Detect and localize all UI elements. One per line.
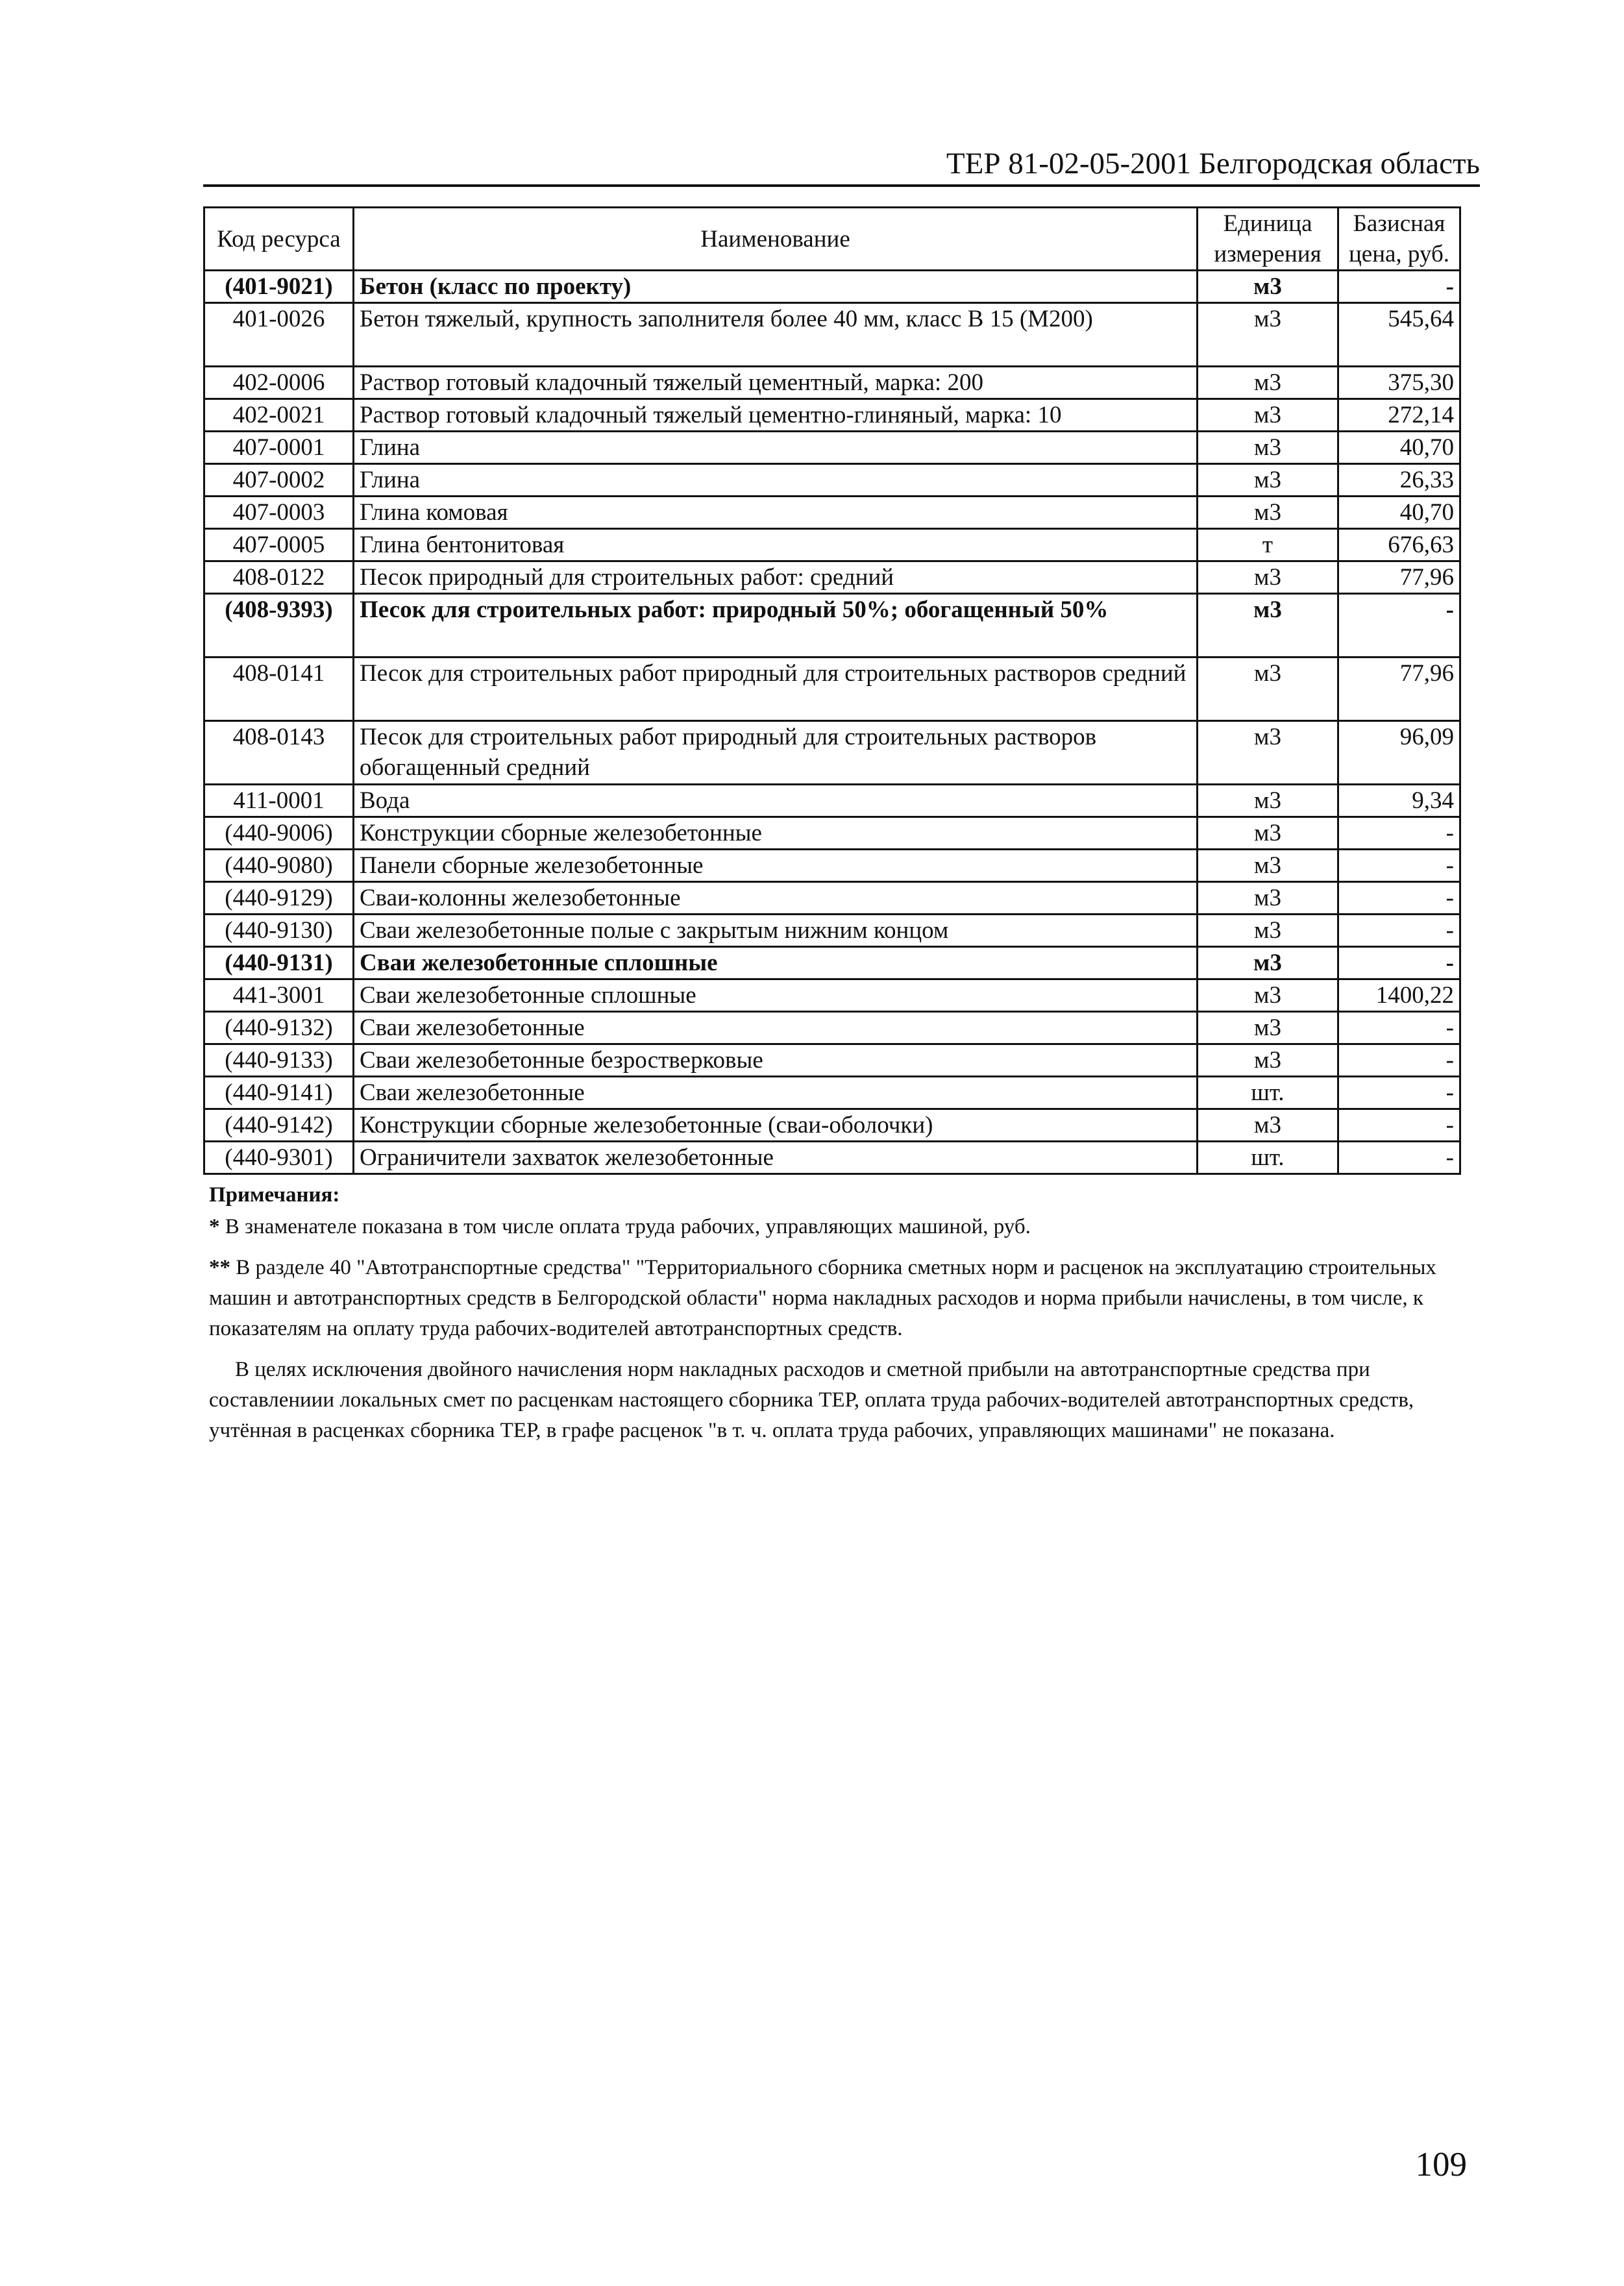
resource-code: 401-0026 [204,303,354,367]
resource-price: - [1338,1077,1460,1109]
resource-unit: м3 [1198,594,1338,658]
resource-price: - [1338,1142,1460,1174]
resource-unit: м3 [1198,1044,1338,1077]
resource-name: Конструкции сборные железобетонные (сваи-оболочки) [354,1109,1198,1142]
resource-unit: м3 [1198,817,1338,850]
col-header-price [1338,208,1460,271]
resource-name: Глина бентонитовая [354,529,1198,561]
resource-name: Песок природный для строительных работ: средний [354,561,1198,594]
note-3: В целях исключения двойного начисления норм накладных расходов и сметной прибыли на автотранспортные средства при составлениии локальных смет по расценкам настоящего сборника ТЕР, оплата труда рабочих-водителей автотранспортных средств, учтённая в расценках сборника ТЕР, в графе расценок "в т. ч. оплата труда рабочих, управляющих машинами" не показана. [209,1358,1414,1442]
table-row [204,658,1460,721]
table-row [204,721,1460,785]
resource-name: Ограничители захваток железобетонные [354,1142,1198,1174]
resource-unit: м3 [1198,915,1338,947]
table-row [204,915,1460,947]
resource-price: - [1338,1012,1460,1044]
resource-name: Бетон (класс по проекту) [354,271,1198,303]
resource-code: (440-9131) [204,947,354,979]
resource-unit: м3 [1198,882,1338,915]
resource-unit: м3 [1198,497,1338,529]
resource-unit: м3 [1198,1012,1338,1044]
table-row [204,594,1460,658]
table-row [204,1142,1460,1174]
resource-price: 545,64 [1338,303,1460,367]
resource-price: - [1338,947,1460,979]
resource-unit: м3 [1198,785,1338,817]
resource-code: (440-9141) [204,1077,354,1109]
table-row [204,1012,1460,1044]
resource-code: (440-9006) [204,817,354,850]
resource-price: 375,30 [1338,367,1460,399]
table-row [204,561,1460,594]
resource-price: 96,09 [1338,721,1460,785]
resource-unit: м3 [1198,721,1338,785]
note-1-mark: * [209,1215,220,1238]
resource-code: 408-0143 [204,721,354,785]
resource-name: Вода [354,785,1198,817]
table-row [204,303,1460,367]
table-row [204,785,1460,817]
resource-code: 407-0003 [204,497,354,529]
table-row [204,882,1460,915]
resource-name: Раствор готовый кладочный тяжелый цементный, марка: 200 [354,367,1198,399]
resource-name: Сваи железобетонные сплошные [354,979,1198,1012]
resource-unit: м3 [1198,979,1338,1012]
notes-section [209,1180,1462,1446]
resource-code: (401-9021) [204,271,354,303]
resource-code: 407-0005 [204,529,354,561]
table-row [204,1044,1460,1077]
resource-name: Глина [354,432,1198,464]
table-row [204,464,1460,497]
col-header-name: Наименование [354,208,1198,271]
resource-code: 411-0001 [204,785,354,817]
resource-price: - [1338,850,1460,882]
resource-code: (440-9130) [204,915,354,947]
col-header-code: Код ресурса [204,208,354,271]
resource-unit: м3 [1198,464,1338,497]
resource-code: (440-9301) [204,1142,354,1174]
table-row [204,1077,1460,1109]
resource-unit: шт. [1198,1077,1338,1109]
resource-price: 1400,22 [1338,979,1460,1012]
resource-code: 407-0002 [204,464,354,497]
resource-name: Бетон тяжелый, крупность заполнителя более 40 мм, класс В 15 (М200) [354,303,1198,367]
resource-price: 272,14 [1338,399,1460,432]
resource-unit: шт. [1198,1142,1338,1174]
resource-price: 77,96 [1338,658,1460,721]
table-row [204,367,1460,399]
col-header-unit-line1: Единица [1223,210,1312,237]
resource-code: (440-9142) [204,1109,354,1142]
table-row [204,979,1460,1012]
table-row [204,850,1460,882]
resource-unit: т [1198,529,1338,561]
resource-unit: м3 [1198,947,1338,979]
resource-unit: м3 [1198,367,1338,399]
resource-name: Конструкции сборные железобетонные [354,817,1198,850]
table-row [204,529,1460,561]
table-header-row [204,208,1460,271]
table-row [204,271,1460,303]
resource-name: Сваи железобетонные безростверковые [354,1044,1198,1077]
resource-unit: м3 [1198,1109,1338,1142]
notes-title: Примечания: [209,1183,340,1207]
resource-code: (408-9393) [204,594,354,658]
table-row [204,432,1460,464]
resource-code: 407-0001 [204,432,354,464]
resource-unit: м3 [1198,432,1338,464]
note-2-text: В разделе 40 "Автотранспортные средства" "Территориального сборника сметных норм и расценок на эксплуатацию строительных машин и автотранспортных средств в Белгородской области" норма накладных расходов и норма прибыли начислены, в том числе, к показателям на оплату труда рабочих-водителей автотранспортных средств. [209,1256,1436,1340]
document-header: ТЕР 81-02-05-2001 Белгородская область [946,147,1480,180]
resource-code: 408-0122 [204,561,354,594]
resource-price: 676,63 [1338,529,1460,561]
resource-name: Глина комовая [354,497,1198,529]
resource-name: Сваи железобетонные [354,1077,1198,1109]
resource-name: Раствор готовый кладочный тяжелый цементно-глиняный, марка: 10 [354,399,1198,432]
resource-name: Сваи железобетонные [354,1012,1198,1044]
resource-unit: м3 [1198,561,1338,594]
resource-code: (440-9129) [204,882,354,915]
resource-code: 441-3001 [204,979,354,1012]
note-1 [209,1212,1462,1242]
resource-price: 40,70 [1338,432,1460,464]
resource-code: (440-9133) [204,1044,354,1077]
resource-price: 9,34 [1338,785,1460,817]
resource-price: 77,96 [1338,561,1460,594]
resource-price: 40,70 [1338,497,1460,529]
resource-price: - [1338,817,1460,850]
table-row [204,399,1460,432]
resource-unit: м3 [1198,399,1338,432]
resource-price: - [1338,1044,1460,1077]
resource-name: Сваи-колонны железобетонные [354,882,1198,915]
resource-name: Панели сборные железобетонные [354,850,1198,882]
resource-price: - [1338,594,1460,658]
resource-unit: м3 [1198,850,1338,882]
header-rule [203,184,1480,187]
resource-price: - [1338,1109,1460,1142]
resource-price: - [1338,915,1460,947]
resource-price: - [1338,271,1460,303]
resource-unit: м3 [1198,303,1338,367]
resource-name: Песок для строительных работ: природный 50%; обогащенный 50% [354,594,1198,658]
resource-name: Глина [354,464,1198,497]
note-2-mark: ** [209,1256,230,1279]
table-row [204,947,1460,979]
resource-code: (440-9080) [204,850,354,882]
resource-price: - [1338,882,1460,915]
resource-unit: м3 [1198,271,1338,303]
col-header-price-line2: цена, руб. [1348,241,1450,267]
col-header-price-line1: Базисная [1353,210,1446,237]
resource-table [203,206,1461,1175]
col-header-unit [1198,208,1338,271]
resource-name: Сваи железобетонные сплошные [354,947,1198,979]
resource-name: Сваи железобетонные полые с закрытым нижним концом [354,915,1198,947]
table-row [204,497,1460,529]
resource-code: 402-0021 [204,399,354,432]
resource-name: Песок для строительных работ природный для строительных растворов обогащенный средний [354,721,1198,785]
resource-code: 408-0141 [204,658,354,721]
resource-name: Песок для строительных работ природный для строительных растворов средний [354,658,1198,721]
resource-price: 26,33 [1338,464,1460,497]
table-row [204,817,1460,850]
note-2 [209,1253,1462,1344]
page-number: 109 [1415,2146,1467,2183]
resource-unit: м3 [1198,658,1338,721]
note-1-text: В знаменателе показана в том числе оплата труда рабочих, управляющих машиной, руб. [225,1215,1031,1238]
resource-code: 402-0006 [204,367,354,399]
col-header-unit-line2: измерения [1214,241,1322,267]
resource-code: (440-9132) [204,1012,354,1044]
table-row [204,1109,1460,1142]
